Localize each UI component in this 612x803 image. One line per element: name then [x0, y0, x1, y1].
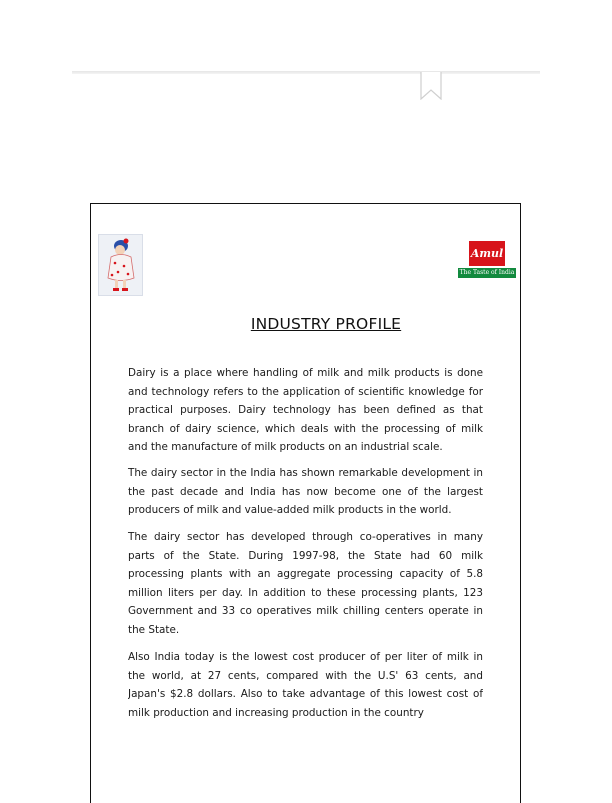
amul-brand-mark: Amul	[469, 241, 505, 266]
paragraph-lowest-cost: Also India today is the lowest cost producer of per liter of milk in the world, at 27 cents, compared with the U.S' 63 cents, and Japan's $2.8 dollars. Also to take advantage of this lowest cost of milk production and increasing production in the country	[128, 651, 483, 719]
bookmark-icon[interactable]	[420, 72, 442, 100]
amul-girl-mascot-image	[98, 234, 143, 296]
page-title: INDUSTRY PROFILE	[250, 315, 402, 333]
amul-logo	[458, 241, 518, 283]
paragraph-india-dairy-sector: The dairy sector in the India has shown remarkable development in the past decade and India has now become one of the largest producers of milk and value-added milk products in the world.	[128, 467, 483, 517]
page-top-divider	[72, 71, 540, 74]
amul-tagline: The Taste of India	[459, 269, 515, 276]
paragraph-cooperatives: The dairy sector has developed through co-operatives in many parts of the State. During 1997-98, the State had 60 milk processing plants with an aggregate processing capacity of 5.8 million liters per day. In addition to these processing plants, 123 Government and 33 co operatives milk chilling centers operate in the State.	[128, 531, 483, 636]
paragraph-dairy-definition: Dairy is a place where handling of milk and milk products is done and technology refers to the application of scientific knowledge for practical purposes. Dairy technology has been defined as that branch of dairy science, which deals with the processing of milk and the manufacture of milk products on an industrial scale.	[128, 367, 483, 454]
